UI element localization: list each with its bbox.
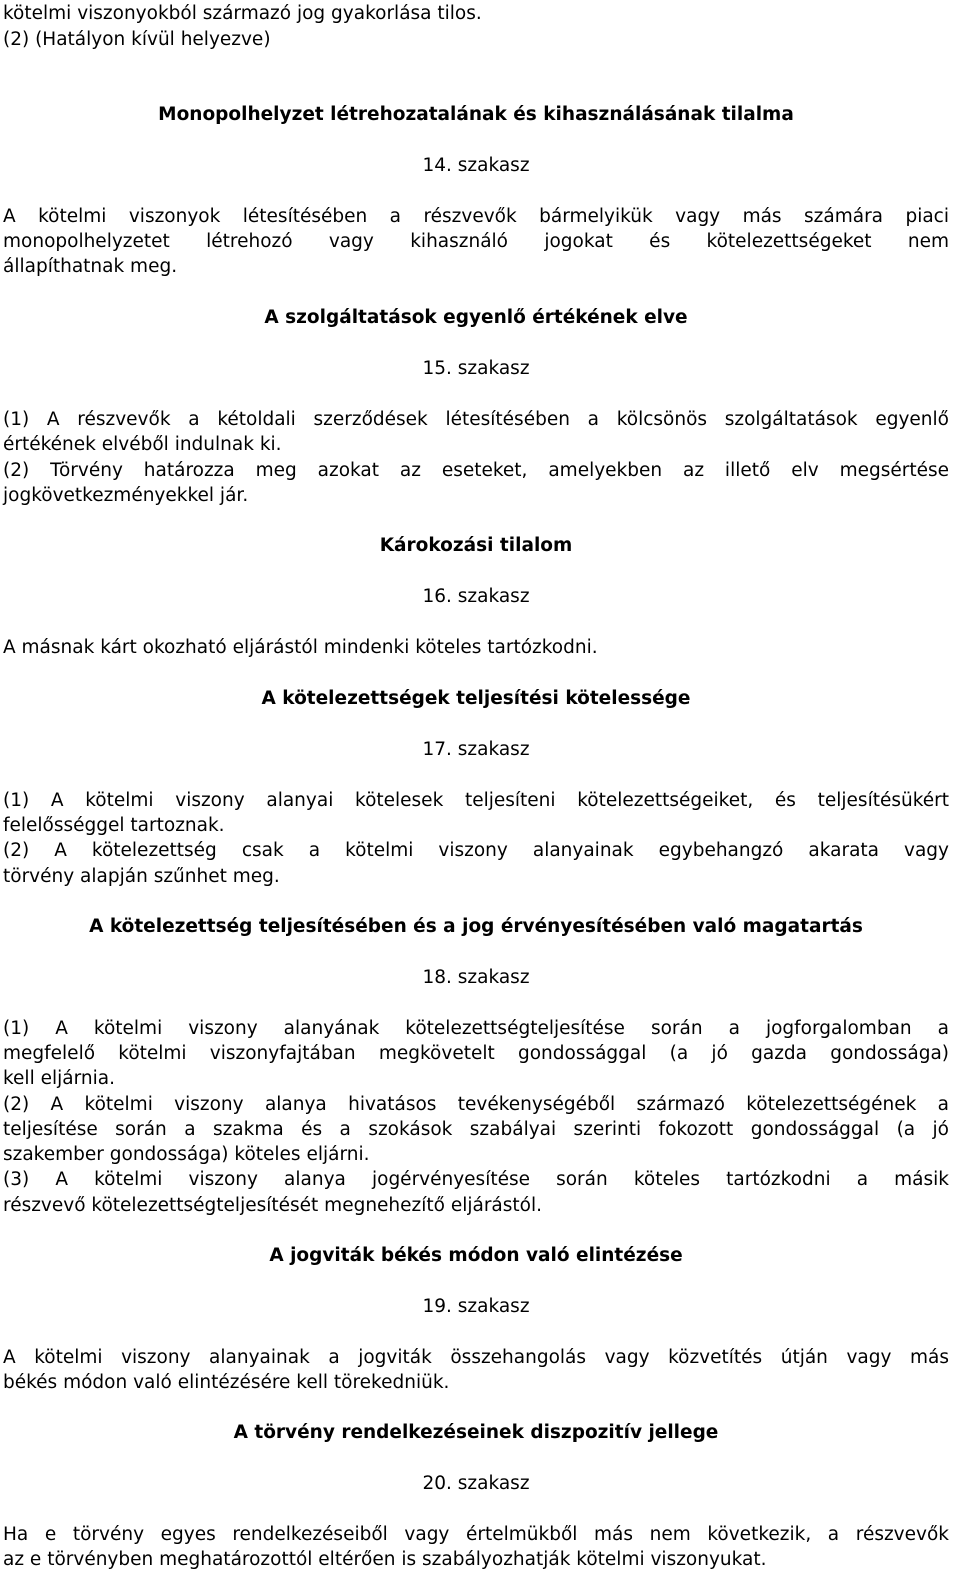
section-number-14: 14. szakasz [422,155,530,176]
section-heading-19: A jogviták békés módon való elintézése [269,1245,683,1266]
paragraph-line: (1) A kötelmi viszony alanyának kötelezettségteljesítése során a jogforgalomban a [3,1018,949,1039]
paragraph-line: (1) A részvevők a kétoldali szerződések létesítésében a kölcsönös szolgáltatások egyenlő [3,409,949,430]
section-number-16: 16. szakasz [422,586,530,607]
paragraph-line: felelősséggel tartoznak. [3,815,225,836]
paragraph-line: (2) Törvény határozza meg azokat az eseteket, amelyekben az illető elv megsértése [3,460,949,481]
section-number-18: 18. szakasz [422,967,530,988]
paragraph-line: A másnak kárt okozható eljárástól mindenki köteles tartózkodni. [3,637,598,658]
paragraph-line: állapíthatnak meg. [3,256,178,277]
section-number-15: 15. szakasz [422,358,530,379]
section-heading-20: A törvény rendelkezéseinek diszpozitív jellege [233,1422,719,1443]
paragraph-line: Ha e törvény egyes rendelkezéseiből vagy értelmükből más nem következik, a részvevők [3,1524,949,1545]
paragraph-line: kell eljárnia. [3,1068,115,1089]
section-heading-17: A kötelezettségek teljesítési kötelessége [261,688,691,709]
paragraph-line: törvény alapján szűnhet meg. [3,866,280,887]
intro-line-2: (2) (Hatályon kívül helyezve) [3,29,271,50]
paragraph-line: (2) A kötelmi viszony alanya hivatásos tevékenységéből származó kötelezettségének a [3,1094,949,1115]
intro-line-1: kötelmi viszonyokból származó jog gyakorlása tilos. [3,3,482,24]
section-number-17: 17. szakasz [422,739,530,760]
section-heading-14: Monopolhelyzet létrehozatalának és kihasználásának tilalma [158,104,794,125]
paragraph-line: A kötelmi viszonyok létesítésében a részvevők bármelyikük vagy más számára piaci [3,206,949,227]
paragraph-line: békés módon való elintézésére kell törekedniük. [3,1372,450,1393]
paragraph-line: részvevő kötelezettségteljesítését megnehezítő eljárástól. [3,1195,543,1216]
paragraph-line: (2) A kötelezettség csak a kötelmi viszony alanyainak egybehangzó akarata vagy [3,840,949,861]
paragraph-line: értékének elvéből indulnak ki. [3,434,282,455]
paragraph-line: szakember gondossága) köteles eljárni. [3,1144,370,1165]
paragraph-line: teljesítése során a szakma és a szokások szabályai szerinti fokozott gondossággal (a jó [3,1119,949,1140]
paragraph-line: A kötelmi viszony alanyainak a jogviták összehangolás vagy közvetítés útján vagy más [3,1347,949,1368]
section-heading-15: A szolgáltatások egyenlő értékének elve [264,307,688,328]
paragraph-line: jogkövetkezményekkel jár. [3,485,249,506]
paragraph-line: megfelelő kötelmi viszonyfajtában megkövetelt gondossággal (a jó gazda gondossága) [3,1043,949,1064]
paragraph-line: monopolhelyzetet létrehozó vagy kihasználó jogokat és kötelezettségeket nem [3,231,949,252]
paragraph-line: az e törvényben meghatározottól eltérően is szabályozhatják kötelmi viszonyukat. [3,1549,767,1570]
section-number-19: 19. szakasz [422,1296,530,1317]
section-number-20: 20. szakasz [422,1473,530,1494]
section-heading-16: Károkozási tilalom [379,535,573,556]
paragraph-line: (3) A kötelmi viszony alanya jogérvényesítése során köteles tartózkodni a másik [3,1169,949,1190]
section-heading-18: A kötelezettség teljesítésében és a jog érvényesítésében való magatartás [89,916,863,937]
paragraph-line: (1) A kötelmi viszony alanyai kötelesek teljesíteni kötelezettségeiket, és teljesítésükért [3,790,949,811]
